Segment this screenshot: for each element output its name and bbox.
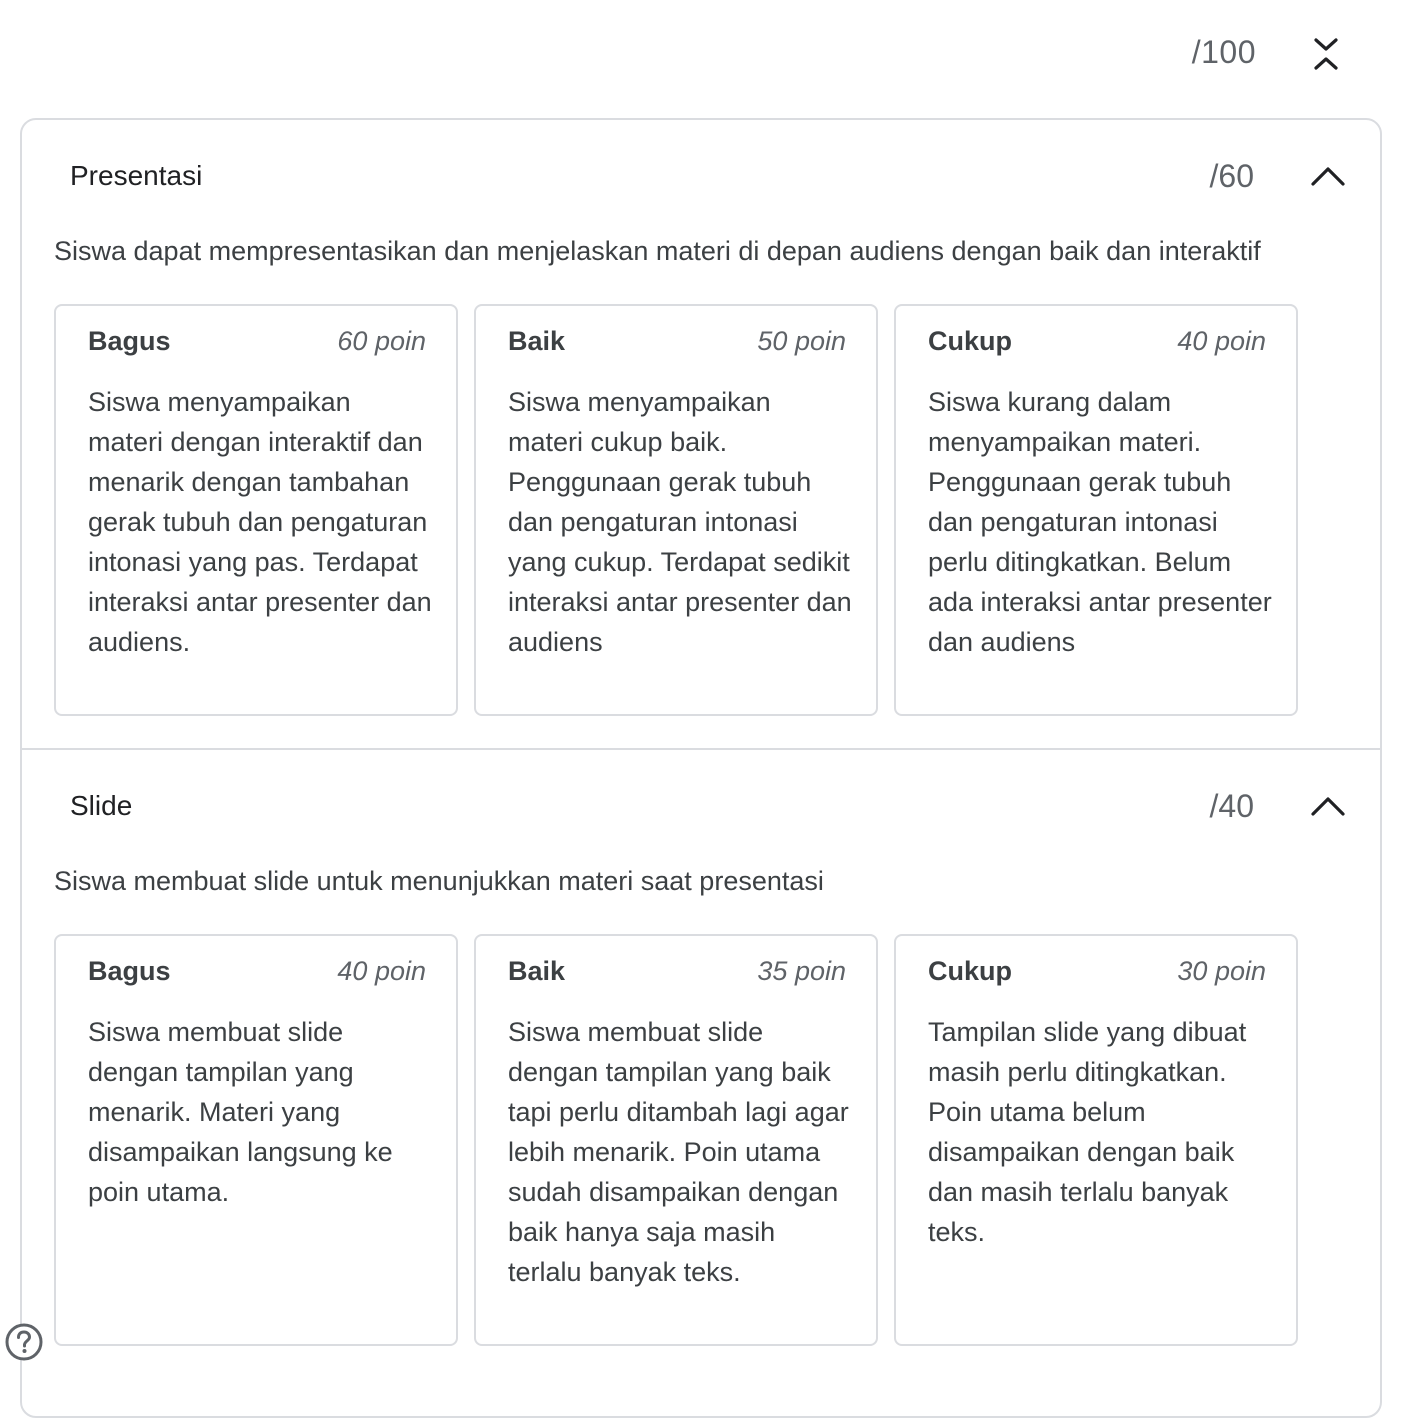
criterion-title: Presentasi (70, 160, 203, 191)
rubric-header (0, 0, 1404, 110)
level-points: 40 poin (337, 956, 426, 986)
criterion-presentasi (22, 120, 1380, 750)
level-name: Baik (508, 956, 566, 986)
level-card-bagus[interactable] (54, 934, 458, 1346)
level-card-cukup[interactable] (894, 934, 1298, 1346)
criterion-score: /60 (1209, 158, 1254, 194)
criterion-description: Siswa membuat slide untuk menunjukkan materi saat presentasi (54, 866, 824, 896)
level-description: Siswa menyampaikan materi cukup baik. Penggunaan gerak tubuh dan pengaturan intonasi yang cukup. Terdapat sedikit interaksi antar presenter dan audiens (508, 387, 852, 657)
level-points: 35 poin (757, 956, 846, 986)
criterion-slide (22, 750, 1380, 1390)
level-description: Tampilan slide yang dibuat masih perlu ditingkatkan. Poin utama belum disampaikan dengan baik dan masih terlalu banyak teks. (928, 1017, 1247, 1247)
criterion-title: Slide (70, 790, 133, 821)
level-description: Siswa membuat slide dengan tampilan yang menarik. Materi yang disampaikan langsung ke poin utama. (88, 1017, 393, 1207)
level-name: Cukup (928, 956, 1012, 986)
collapse-all-button[interactable] (1304, 30, 1348, 78)
level-name: Bagus (88, 956, 171, 986)
level-points: 50 poin (757, 326, 846, 356)
level-description: Siswa membuat slide dengan tampilan yang baik tapi perlu ditambah lagi agar lebih menarik. Poin utama sudah disampaikan dengan baik hanya saja masih terlalu banyak teks. (508, 1017, 849, 1287)
level-card-baik[interactable] (474, 304, 878, 716)
criterion-collapse-button[interactable] (1306, 156, 1350, 196)
level-description: Siswa kurang dalam menyampaikan materi. Penggunaan gerak tubuh dan pengaturan intonasi perlu ditingkatkan. Belum ada interaksi antar presenter dan audiens (928, 387, 1272, 657)
level-points: 60 poin (337, 326, 426, 356)
criterion-description: Siswa dapat mempresentasikan dan menjelaskan materi di depan audiens dengan baik dan interaktif (54, 236, 1261, 266)
rubric-container (20, 118, 1382, 1418)
chevron-up-icon (1310, 164, 1346, 188)
criterion-collapse-button[interactable] (1306, 786, 1350, 826)
level-name: Cukup (928, 326, 1012, 356)
level-card-baik[interactable] (474, 934, 878, 1346)
criterion-score: /40 (1209, 788, 1254, 824)
level-points: 30 poin (1177, 956, 1266, 986)
chevron-up-icon (1310, 794, 1346, 818)
total-score: /100 (1191, 34, 1256, 70)
help-button[interactable] (4, 1322, 44, 1362)
help-circle-icon (4, 1322, 44, 1362)
level-name: Baik (508, 326, 566, 356)
level-card-cukup[interactable] (894, 304, 1298, 716)
level-name: Bagus (88, 326, 171, 356)
unfold-less-icon (1311, 34, 1341, 74)
level-description: Siswa menyampaikan materi dengan interaktif dan menarik dengan tambahan gerak tubuh dan pengaturan intonasi yang pas. Terdapat interaksi antar presenter dan audiens. (88, 387, 432, 657)
level-card-bagus[interactable] (54, 304, 458, 716)
level-points: 40 poin (1177, 326, 1266, 356)
